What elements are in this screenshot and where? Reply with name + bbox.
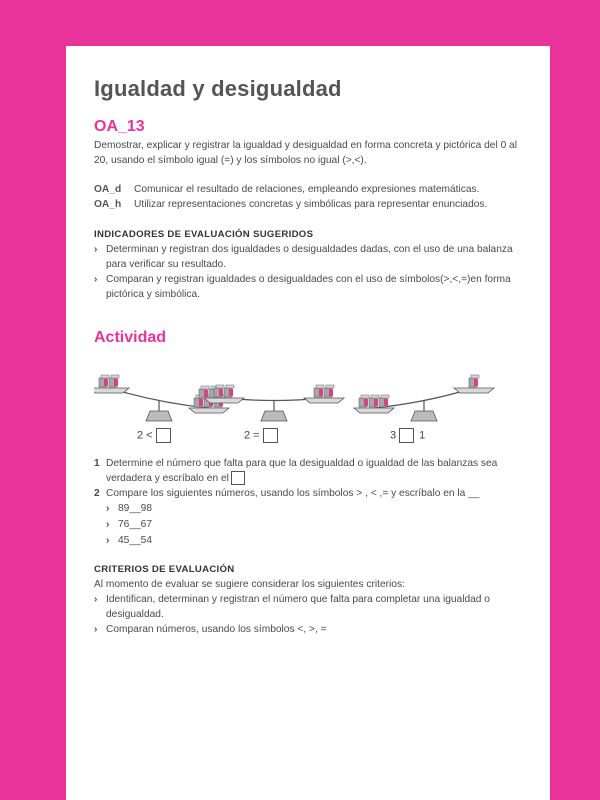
- scale-right-pan-cube-face: [329, 389, 333, 396]
- scale-2-expression: [244, 428, 278, 443]
- scale-left-pan-cube-top: [226, 385, 234, 388]
- criteria-list: [94, 577, 524, 637]
- scale-left-pan: [204, 398, 244, 403]
- scale-3-expression: [390, 428, 425, 443]
- scale-base: [146, 411, 172, 421]
- skill-row: [94, 197, 524, 212]
- balance-scales-svg: [94, 358, 524, 458]
- scale-left-pan-cube-face: [229, 389, 233, 396]
- scale-left-pan-cube-face: [114, 379, 118, 386]
- oa-code: OA_13: [94, 118, 145, 135]
- worksheet-page: [66, 46, 550, 800]
- page-title: Igualdad y desigualdad: [94, 76, 342, 101]
- chevron-icon: ›: [94, 274, 98, 285]
- scale-left-pan-cube-top: [381, 395, 389, 398]
- comparison-text: 89__98: [118, 503, 152, 514]
- comparison-text: 76__67: [118, 519, 152, 530]
- scale-left-pan: [94, 388, 129, 393]
- skill-code: OA_d: [94, 184, 122, 195]
- activity-questions: [94, 456, 524, 549]
- scale-left-pan-cube-top: [101, 375, 109, 378]
- scale-left-pan-cube-face: [219, 389, 223, 396]
- skill-text: Utilizar representaciones concretas y simbólicas para representar enunciados.: [134, 199, 488, 210]
- scale-left-pan-cube-face: [384, 399, 388, 406]
- question-1-text-a: Determine el número que falta para que la desigualdad o igualdad de las balanzas sea: [106, 458, 498, 469]
- scale-base: [411, 411, 437, 421]
- chevron-icon: ›: [106, 503, 110, 514]
- criteria-intro: Al momento de evaluar se sugiere considerar los siguientes criterios:: [94, 579, 405, 590]
- scale-right-pan-cube-face: [204, 390, 208, 397]
- list-item: [94, 622, 524, 637]
- chevron-icon: ›: [94, 594, 98, 605]
- activity-title: Actividad: [94, 329, 167, 346]
- indicator-text: Determinan y registran dos igualdades o desigualdades dadas, con el uso de una balanza para verificar su resultado.: [106, 244, 513, 270]
- scale-2-label: 2 =: [244, 429, 260, 442]
- chevron-icon: ›: [106, 519, 110, 530]
- question-number: 2: [94, 488, 100, 499]
- scale-left-pan-cube-face: [104, 379, 108, 386]
- scale-right-pan-cube-top: [326, 385, 334, 388]
- scale-right-pan-cube-face: [474, 379, 478, 386]
- chevron-icon: ›: [94, 624, 98, 635]
- chevron-icon: ›: [94, 244, 98, 255]
- question-2-text: Compare los siguientes números, usando los símbolos > , < ,= y escríbalo en la __: [106, 488, 480, 499]
- scale-right-pan: [189, 408, 229, 413]
- criteria-title: CRITERIOS DE EVALUACIÓN: [94, 564, 235, 575]
- scale-3-label-right: 1: [419, 429, 426, 442]
- scale-right-pan-cube-top: [201, 386, 209, 389]
- indicators-list: [94, 242, 524, 302]
- scale-base: [261, 411, 287, 421]
- scale-right-pan: [304, 398, 344, 403]
- scale-left-pan-cube-face: [374, 399, 378, 406]
- answer-box[interactable]: [156, 428, 171, 443]
- comparison-item: [94, 517, 524, 533]
- scale-right-pan-cube-face: [319, 389, 323, 396]
- question-number: 1: [94, 458, 100, 469]
- scale-left-pan-cube-top: [111, 375, 119, 378]
- scale-left-pan-cube-top: [216, 385, 224, 388]
- scale-1-expression: [137, 428, 171, 443]
- oa-description: Demostrar, explicar y registrar la igualdad y desigualdad en forma concreta y pictórica del 0 al 20, usando el símbolo igual (=) y los símbolos no igual (>,<).: [94, 140, 517, 166]
- scale-left-pan-cube-top: [371, 395, 379, 398]
- scale-left-pan-cube-top: [361, 395, 369, 398]
- scale-left-pan-cube-face: [364, 399, 368, 406]
- criteria-text: Identifican, determinan y registran el número que falta para completar una igualdad o desigualdad.: [106, 594, 490, 620]
- scale-right-pan: [454, 388, 494, 393]
- chevron-icon: ›: [106, 535, 110, 546]
- answer-box[interactable]: [399, 428, 414, 443]
- question-1-text-b: verdadera y escríbalo en el: [106, 473, 229, 484]
- skill-code: OA_h: [94, 199, 122, 210]
- question-2: [94, 486, 524, 501]
- list-item: [94, 272, 524, 302]
- answer-box-icon: [231, 471, 245, 485]
- comparison-item: [94, 533, 524, 549]
- question-1: [94, 456, 524, 486]
- indicator-text: Comparan y registran igualdades o desigualdades con el uso de símbolos(>,<,=)en forma pictórica y simbólica.: [106, 274, 511, 300]
- scale-3-label-left: 3: [390, 429, 397, 442]
- answer-box[interactable]: [263, 428, 278, 443]
- question-text: [106, 456, 497, 486]
- skill-row: [94, 182, 524, 197]
- comparison-text: 45__54: [118, 535, 152, 546]
- comparison-item: [94, 501, 524, 517]
- scale-1-label: 2 <: [137, 429, 153, 442]
- balance-scales-figure: [94, 358, 524, 458]
- scale-right-pan-cube-top: [316, 385, 324, 388]
- scale-right-pan-cube-face: [199, 399, 203, 406]
- scale-left-pan: [354, 408, 394, 413]
- skills-list: [94, 182, 524, 212]
- indicators-title: INDICADORES DE EVALUACIÓN SUGERIDOS: [94, 229, 314, 240]
- list-item: [94, 592, 524, 622]
- criteria-text: Comparan números, usando los símbolos <, >, =: [106, 624, 327, 635]
- scale-right-pan-cube-top: [471, 375, 479, 378]
- list-item: [94, 242, 524, 272]
- skill-text: Comunicar el resultado de relaciones, empleando expresiones matemáticas.: [134, 184, 480, 195]
